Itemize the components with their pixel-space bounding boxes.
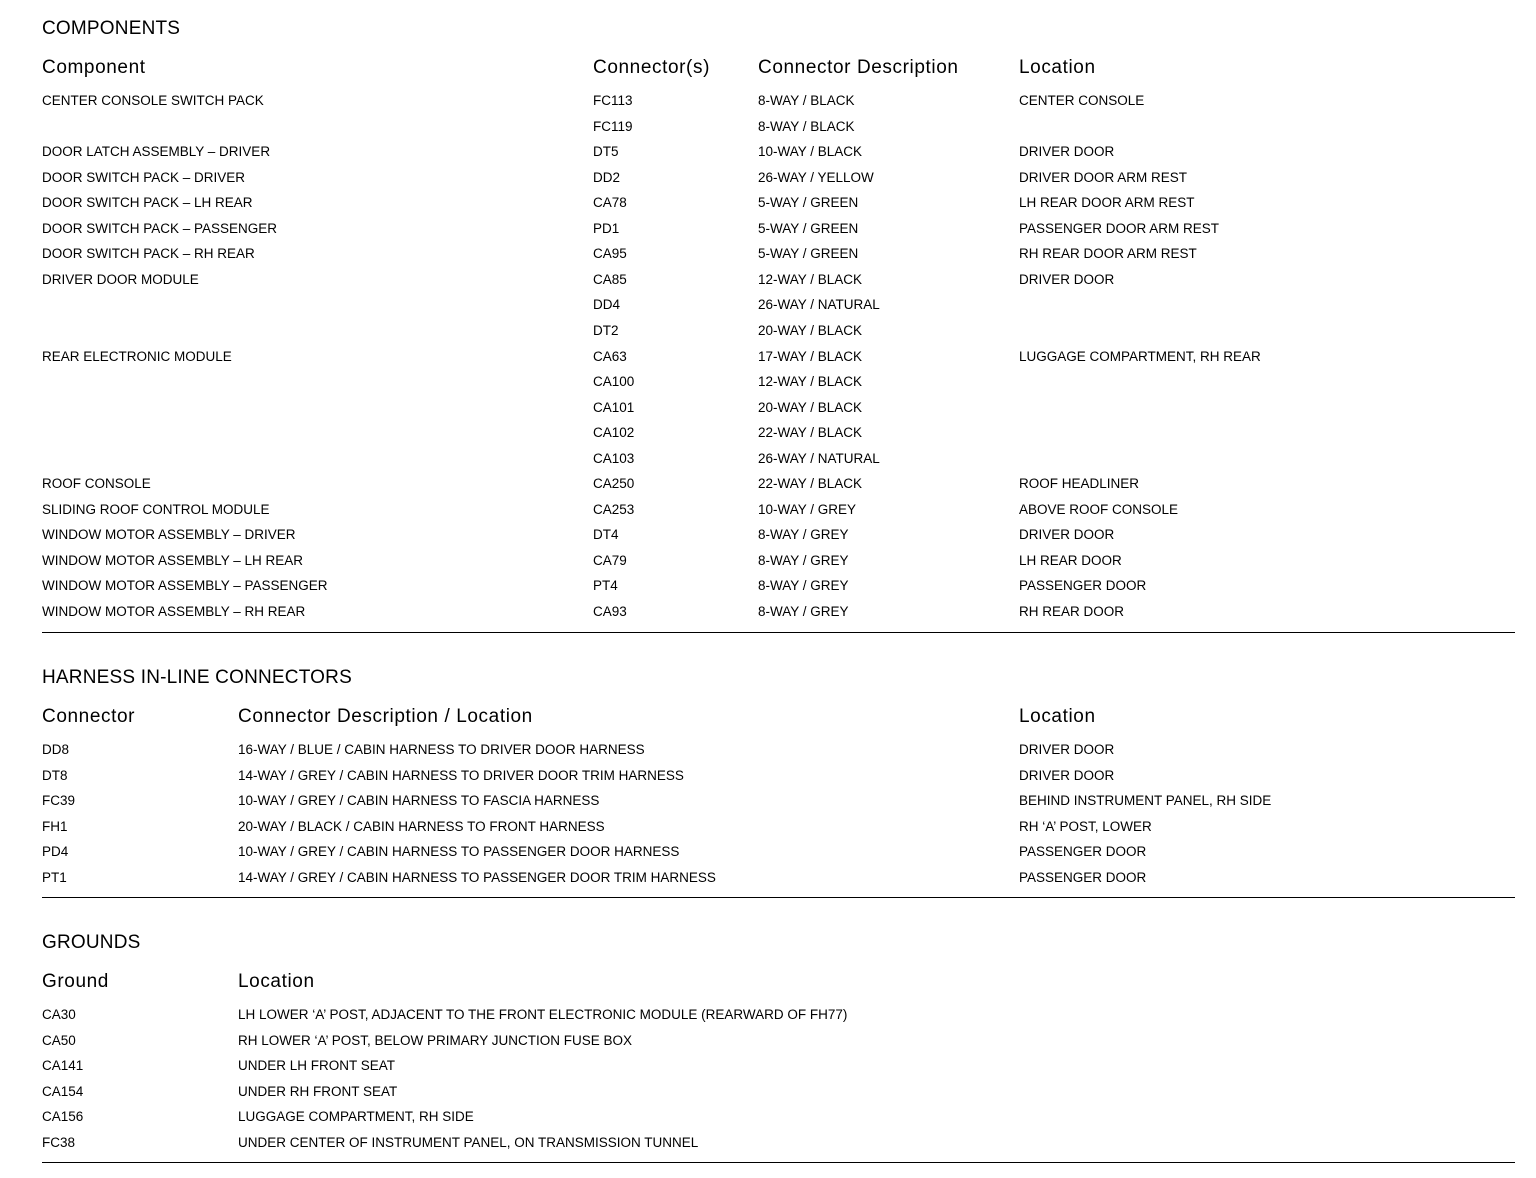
table-row xyxy=(42,870,1515,896)
table-row xyxy=(42,272,1515,298)
ground-cell: CA141 xyxy=(42,1058,84,1073)
connector-cell: CA101 xyxy=(593,399,635,415)
component-cell: WINDOW MOTOR ASSEMBLY – LH REAR xyxy=(42,552,304,568)
connector-cell: DD2 xyxy=(593,169,621,185)
location-cell: LH REAR DOOR ARM REST xyxy=(1019,195,1195,211)
description-cell: 20-WAY / BLACK xyxy=(758,399,863,415)
connector-cell: CA79 xyxy=(593,552,627,568)
location-cell: BEHIND INSTRUMENT PANEL, RH SIDE xyxy=(1019,793,1272,808)
table-row xyxy=(42,374,1515,400)
description-cell: 14-WAY / GREY / CABIN HARNESS TO PASSENGER DOOR TRIM HARNESS xyxy=(238,869,716,885)
connector-cell: PT1 xyxy=(42,869,67,885)
connector-cell: FH1 xyxy=(42,818,68,834)
grounds-title: GROUNDS xyxy=(42,932,141,953)
description-cell: 22-WAY / BLACK xyxy=(758,476,863,492)
connector-cell: CA78 xyxy=(593,195,627,211)
table-row xyxy=(42,604,1515,630)
table-row xyxy=(42,1007,1515,1033)
location-cell: RH LOWER ‘A’ POST, BELOW PRIMARY JUNCTION FUSE BOX xyxy=(238,1032,633,1048)
description-cell: 8-WAY / GREY xyxy=(758,552,849,568)
description-cell: 8-WAY / GREY xyxy=(758,527,849,543)
location-cell: LH REAR DOOR xyxy=(1019,552,1122,568)
header-location: Location xyxy=(1019,57,1096,78)
description-cell: 26-WAY / NATURAL xyxy=(758,297,880,313)
component-cell: REAR ELECTRONIC MODULE xyxy=(42,348,232,364)
description-cell: 12-WAY / BLACK xyxy=(758,374,863,390)
table-row xyxy=(42,1084,1515,1110)
connector-cell: CA253 xyxy=(593,501,635,517)
connector-cell: CA100 xyxy=(593,374,635,390)
header-location: Location xyxy=(238,971,315,992)
description-cell: 5-WAY / GREEN xyxy=(758,220,859,236)
grounds-divider xyxy=(42,1162,1515,1163)
connector-cell: DD8 xyxy=(42,742,70,757)
connector-cell: DT8 xyxy=(42,767,68,783)
connector-cell: CA95 xyxy=(593,246,627,262)
location-cell: UNDER CENTER OF INSTRUMENT PANEL, ON TRANSMISSION TUNNEL xyxy=(238,1134,699,1150)
ground-cell: CA154 xyxy=(42,1083,84,1099)
table-row xyxy=(42,1058,1515,1084)
description-cell: 22-WAY / BLACK xyxy=(758,425,863,441)
harness-title: HARNESS IN-LINE CONNECTORS xyxy=(42,667,352,688)
connector-cell: CA85 xyxy=(593,271,627,287)
grounds-section xyxy=(42,932,1515,1172)
components-section xyxy=(42,18,1515,638)
component-cell: DOOR SWITCH PACK – DRIVER xyxy=(42,169,246,185)
location-cell: ROOF HEADLINER xyxy=(1019,476,1140,492)
header-ground: Ground xyxy=(42,971,109,992)
connector-cell: CA102 xyxy=(593,425,635,441)
location-cell: ABOVE ROOF CONSOLE xyxy=(1019,501,1179,517)
description-cell: 17-WAY / BLACK xyxy=(758,348,863,364)
component-cell: WINDOW MOTOR ASSEMBLY – PASSENGER xyxy=(42,578,328,594)
connector-cell: CA103 xyxy=(593,450,635,466)
description-cell: 20-WAY / BLACK xyxy=(758,322,863,338)
table-row xyxy=(42,195,1515,221)
components-divider xyxy=(42,632,1515,633)
table-row xyxy=(42,553,1515,579)
location-cell: RH REAR DOOR ARM REST xyxy=(1019,246,1197,262)
table-row xyxy=(42,246,1515,272)
location-cell: PASSENGER DOOR xyxy=(1019,578,1147,594)
location-cell: UNDER LH FRONT SEAT xyxy=(238,1058,396,1073)
location-cell: LH LOWER ‘A’ POST, ADJACENT TO THE FRONT ELECTRONIC MODULE (REARWARD OF FH77) xyxy=(238,1007,848,1022)
table-row xyxy=(42,119,1515,145)
connector-cell: PT4 xyxy=(593,578,618,594)
table-row xyxy=(42,527,1515,553)
location-cell: UNDER RH FRONT SEAT xyxy=(238,1083,398,1099)
component-cell: SLIDING ROOF CONTROL MODULE xyxy=(42,501,270,517)
connector-cell: CA63 xyxy=(593,348,627,364)
description-cell: 10-WAY / GREY / CABIN HARNESS TO FASCIA HARNESS xyxy=(238,793,600,808)
location-cell: RH ‘A’ POST, LOWER xyxy=(1019,818,1152,834)
connector-cell: FC39 xyxy=(42,793,76,808)
location-cell: RH REAR DOOR xyxy=(1019,604,1125,619)
component-cell: WINDOW MOTOR ASSEMBLY – DRIVER xyxy=(42,527,296,543)
component-cell: DOOR SWITCH PACK – PASSENGER xyxy=(42,220,278,236)
component-cell: WINDOW MOTOR ASSEMBLY – RH REAR xyxy=(42,604,306,619)
location-cell: DRIVER DOOR xyxy=(1019,767,1115,783)
connector-cell: DT5 xyxy=(593,144,619,160)
connector-cell: DT4 xyxy=(593,527,619,543)
table-row xyxy=(42,297,1515,323)
table-row xyxy=(42,221,1515,247)
table-row xyxy=(42,425,1515,451)
connector-cell: PD4 xyxy=(42,844,69,859)
table-row xyxy=(42,844,1515,870)
table-row xyxy=(42,451,1515,477)
description-cell: 16-WAY / BLUE / CABIN HARNESS TO DRIVER DOOR HARNESS xyxy=(238,742,645,757)
description-cell: 10-WAY / BLACK xyxy=(758,144,863,160)
table-row xyxy=(42,476,1515,502)
table-row xyxy=(42,742,1515,768)
connector-cell: CA250 xyxy=(593,476,635,492)
header-connectors: Connector(s) xyxy=(593,57,711,78)
description-cell: 10-WAY / GREY xyxy=(758,501,857,517)
location-cell: CENTER CONSOLE xyxy=(1019,93,1145,108)
header-connector: Connector xyxy=(42,706,136,727)
description-cell: 8-WAY / BLACK xyxy=(758,93,855,108)
ground-cell: CA156 xyxy=(42,1109,84,1124)
table-row xyxy=(42,819,1515,845)
table-row xyxy=(42,578,1515,604)
description-cell: 8-WAY / GREY xyxy=(758,604,849,619)
description-cell: 20-WAY / BLACK / CABIN HARNESS TO FRONT HARNESS xyxy=(238,818,605,834)
location-cell: PASSENGER DOOR xyxy=(1019,844,1147,859)
table-row xyxy=(42,400,1515,426)
table-row xyxy=(42,1109,1515,1135)
description-cell: 5-WAY / GREEN xyxy=(758,246,859,262)
component-cell: DOOR SWITCH PACK – RH REAR xyxy=(42,246,255,262)
component-cell: DOOR LATCH ASSEMBLY – DRIVER xyxy=(42,144,271,160)
description-cell: 8-WAY / GREY xyxy=(758,578,849,594)
description-cell: 26-WAY / NATURAL xyxy=(758,450,880,466)
component-cell: DRIVER DOOR MODULE xyxy=(42,271,199,287)
description-cell: 5-WAY / GREEN xyxy=(758,195,859,211)
header-connector-description: Connector Description xyxy=(758,57,959,78)
table-row xyxy=(42,1033,1515,1059)
connector-cell: PD1 xyxy=(593,220,620,236)
component-cell: CENTER CONSOLE SWITCH PACK xyxy=(42,93,264,108)
table-row xyxy=(42,170,1515,196)
description-cell: 8-WAY / BLACK xyxy=(758,118,855,134)
ground-cell: FC38 xyxy=(42,1134,76,1150)
description-cell: 14-WAY / GREY / CABIN HARNESS TO DRIVER DOOR TRIM HARNESS xyxy=(238,767,684,783)
harness-divider xyxy=(42,897,1515,898)
location-cell: DRIVER DOOR xyxy=(1019,527,1115,543)
ground-cell: CA50 xyxy=(42,1032,76,1048)
description-cell: 26-WAY / YELLOW xyxy=(758,169,874,185)
location-cell: DRIVER DOOR ARM REST xyxy=(1019,169,1188,185)
header-location: Location xyxy=(1019,706,1096,727)
ground-cell: CA30 xyxy=(42,1007,76,1022)
table-row xyxy=(42,1135,1515,1161)
table-row xyxy=(42,793,1515,819)
location-cell: DRIVER DOOR xyxy=(1019,742,1115,757)
location-cell: PASSENGER DOOR ARM REST xyxy=(1019,220,1220,236)
header-component: Component xyxy=(42,57,146,78)
table-row xyxy=(42,323,1515,349)
table-row xyxy=(42,768,1515,794)
location-cell: DRIVER DOOR xyxy=(1019,271,1115,287)
harness-section xyxy=(42,667,1515,907)
connector-cell: FC113 xyxy=(593,93,633,108)
description-cell: 10-WAY / GREY / CABIN HARNESS TO PASSENGER DOOR HARNESS xyxy=(238,844,680,859)
component-cell: DOOR SWITCH PACK – LH REAR xyxy=(42,195,253,211)
location-cell: LUGGAGE COMPARTMENT, RH REAR xyxy=(1019,348,1261,364)
table-row xyxy=(42,349,1515,375)
table-row xyxy=(42,93,1515,119)
location-cell: LUGGAGE COMPARTMENT, RH SIDE xyxy=(238,1109,474,1124)
description-cell: 12-WAY / BLACK xyxy=(758,271,863,287)
location-cell: DRIVER DOOR xyxy=(1019,144,1115,160)
connector-cell: DD4 xyxy=(593,297,621,313)
table-row xyxy=(42,502,1515,528)
connector-cell: DT2 xyxy=(593,322,619,338)
location-cell: PASSENGER DOOR xyxy=(1019,869,1147,885)
component-cell: ROOF CONSOLE xyxy=(42,476,151,492)
header-connector-description-location: Connector Description / Location xyxy=(238,706,533,727)
connector-cell: FC119 xyxy=(593,118,633,134)
connector-cell: CA93 xyxy=(593,604,627,619)
table-row xyxy=(42,144,1515,170)
components-title: COMPONENTS xyxy=(42,18,181,39)
